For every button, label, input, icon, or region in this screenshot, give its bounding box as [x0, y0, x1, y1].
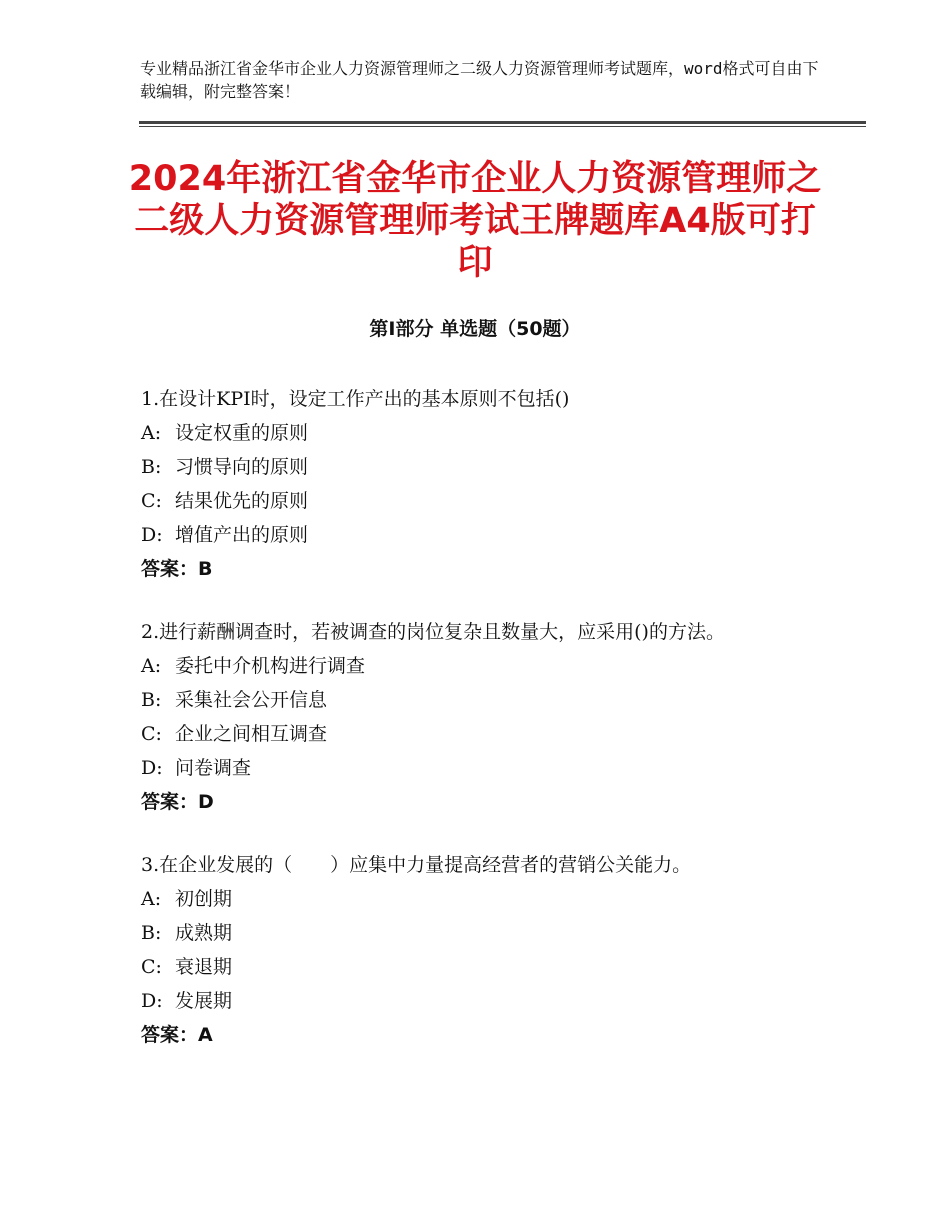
question-2 — [141, 615, 801, 819]
question-3 — [141, 848, 801, 1052]
question-stem: 2.进行薪酬调查时，若被调查的岗位复杂且数量大，应采用()的方法。 — [141, 621, 725, 643]
option-b — [141, 450, 801, 484]
option-c — [141, 484, 801, 518]
option-a — [141, 649, 801, 683]
option-text: 成熟期 — [175, 922, 233, 944]
answer-line: 答案：B — [141, 558, 213, 580]
section-title: 第Ⅰ部分 单选题（50题） — [369, 318, 581, 340]
option-text: 委托中介机构进行调查 — [175, 655, 366, 677]
option-text: 结果优先的原则 — [175, 490, 309, 512]
option-text: 习惯导向的原则 — [175, 456, 309, 478]
option-a — [141, 416, 801, 450]
option-b — [141, 916, 801, 950]
option-letter: A: — [141, 422, 162, 444]
question-stem: 1.在设计KPI时，设定工作产出的基本原则不包括() — [141, 388, 570, 410]
option-letter: C: — [141, 490, 162, 512]
option-text: 设定权重的原则 — [175, 422, 309, 444]
question-list — [141, 382, 801, 1081]
option-letter: B: — [141, 922, 162, 944]
option-c — [141, 717, 801, 751]
header-rule-thick — [139, 121, 866, 124]
option-letter: D: — [141, 990, 163, 1012]
option-text: 企业之间相互调查 — [175, 723, 328, 745]
answer-line: 答案：D — [141, 791, 214, 813]
option-text: 采集社会公开信息 — [175, 689, 328, 711]
option-text: 初创期 — [175, 888, 233, 910]
option-letter: C: — [141, 956, 162, 978]
option-letter: D: — [141, 524, 163, 546]
option-b — [141, 683, 801, 717]
option-letter: A: — [141, 655, 162, 677]
option-text: 发展期 — [175, 990, 233, 1012]
option-letter: A: — [141, 888, 162, 910]
option-d — [141, 984, 801, 1018]
option-letter: B: — [141, 689, 162, 711]
option-text: 增值产出的原则 — [175, 524, 309, 546]
option-letter: C: — [141, 723, 162, 745]
option-letter: D: — [141, 757, 163, 779]
header-rule-thin — [139, 126, 866, 127]
option-d — [141, 518, 801, 552]
option-text: 衰退期 — [175, 956, 233, 978]
option-letter: B: — [141, 456, 162, 478]
question-stem: 3.在企业发展的（ ）应集中力量提高经营者的营销公关能力。 — [141, 854, 692, 876]
option-text: 问卷调查 — [175, 757, 252, 779]
answer-line: 答案：A — [141, 1024, 213, 1046]
option-a — [141, 882, 801, 916]
question-1 — [141, 382, 801, 586]
header-note: 专业精品浙江省金华市企业人力资源管理师之二级人力资源管理师考试题库，word格式可自由下载编辑，附完整答案！ — [140, 59, 819, 101]
document-title: 2024年浙江省金华市企业人力资源管理师之二级人力资源管理师考试王牌题库A4版可打印 — [128, 159, 822, 283]
option-c — [141, 950, 801, 984]
option-d — [141, 751, 801, 785]
